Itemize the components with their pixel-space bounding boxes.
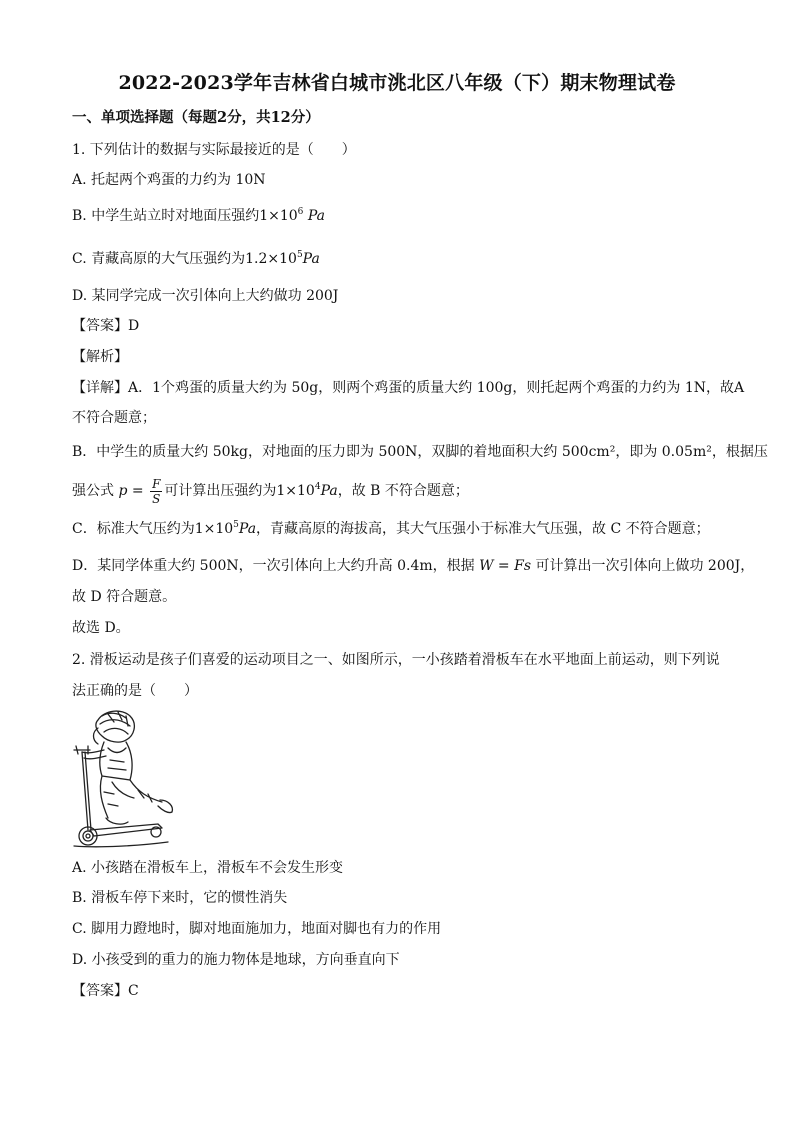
line6-post: 可计算出一次引体向上做功 200J， [535,558,755,574]
formula-p: p [118,483,128,499]
formula-intro: 强公式 [72,483,114,499]
section-heading: 一、单项选择题（每题2分，共12分） [72,109,320,126]
q1-option-c-exp: 5 [296,250,303,260]
q1-option-b-exp: 6 [297,207,304,217]
formula-exp: 4 [314,482,321,492]
q1-choose: 故选 D。 [72,620,130,636]
q2-stem-line2: 法正确的是（ ） [72,683,198,699]
q1-detail-line1: 【详解】A．1个鸡蛋的质量大约为 50g，则两个鸡蛋的质量大约 100g，则托起两个鸡蛋的力约为 1N，故A [72,380,745,396]
q1-option-b-num: 1×10 [259,208,298,224]
formula-num: 1×10 [276,483,315,499]
formula-mid-text: 可计算出压强约为 [164,483,277,499]
formula-unit: Pa [320,483,338,499]
page-title: 2022-2023学年吉林省白城市洮北区八年级（下）期末物理试卷 [118,72,676,94]
fraction-denominator: S [152,491,161,506]
q1-detail-line2: 不符合题意； [72,410,156,426]
formula-post: ，故 B 不符合题意； [337,483,469,499]
q2-answer [72,981,139,1001]
fraction-numerator: F [152,476,161,491]
line5-num: 1×10 [194,521,234,537]
q1-option-b-text: B. 中学生站立时对地面压强约 [72,208,260,224]
q2-stem-line1: 2. 滑板运动是孩子们喜爱的运动项目之一、如图所示，一小孩踏着滑板车在水平地面上前运动，则下列说 [72,652,720,668]
answer-label: 【答案】 [72,983,128,999]
q1-option-b [72,206,325,226]
pressure-fraction [150,477,162,506]
q1-option-b-unit: Pa [307,208,325,224]
work-formula: W = Fs [479,558,532,574]
q1-detail-line3: B．中学生的质量大约 50kg，对地面的压力即为 500N，双脚的着地面积大约 500cm²，即为 0.05m²，根据压 [72,444,768,460]
answer-value: C [128,983,139,999]
q2-option-c: C. 脚用力蹬地时，脚对地面施加力，地面对脚也有力的作用 [72,921,442,937]
child-on-scooter-figure [68,706,178,850]
q2-option-a: A. 小孩踏在滑板车上，滑板车不会发生形变 [72,860,344,876]
answer-label: 【答案】 [72,318,128,334]
line5-post: ，青藏高原的海拔高，其大气压强小于标准大气压强，故 C 不符合题意； [256,521,710,537]
formula-equals: = [127,483,149,499]
q1-option-a: A. 托起两个鸡蛋的力约为 10N [72,172,266,188]
q2-option-d: D. 小孩受到的重力的施力物体是地球，方向垂直向下 [72,952,400,968]
q1-option-c [72,249,320,269]
line5-unit: Pa [238,521,257,537]
q1-option-c-num: 1.2×10 [245,251,297,267]
q1-stem: 1. 下列估计的数据与实际最接近的是（ ） [72,142,356,158]
answer-value: D [128,318,140,334]
q1-detail-line4 [72,476,469,506]
q1-analysis-label: 【解析】 [72,349,128,365]
q1-option-c-text: C. 青藏高原的大气压强约为 [72,251,246,267]
q1-option-d: D. 某同学完成一次引体向上大约做功 200J [72,288,339,304]
line5-exp: 5 [233,520,239,530]
q1-detail-line6 [72,556,754,576]
q1-detail-line5 [72,519,710,539]
q1-answer [72,316,139,336]
q2-option-b: B. 滑板车停下来时，它的惯性消失 [72,890,288,906]
q1-detail-line7: 故 D 符合题意。 [72,589,177,605]
line6-pre: D．某同学体重大约 500N，一次引体向上大约升高 0.4m，根据 [72,558,475,574]
q1-option-c-unit: Pa [302,251,320,267]
line5-pre: C．标准大气压约为 [72,521,195,537]
